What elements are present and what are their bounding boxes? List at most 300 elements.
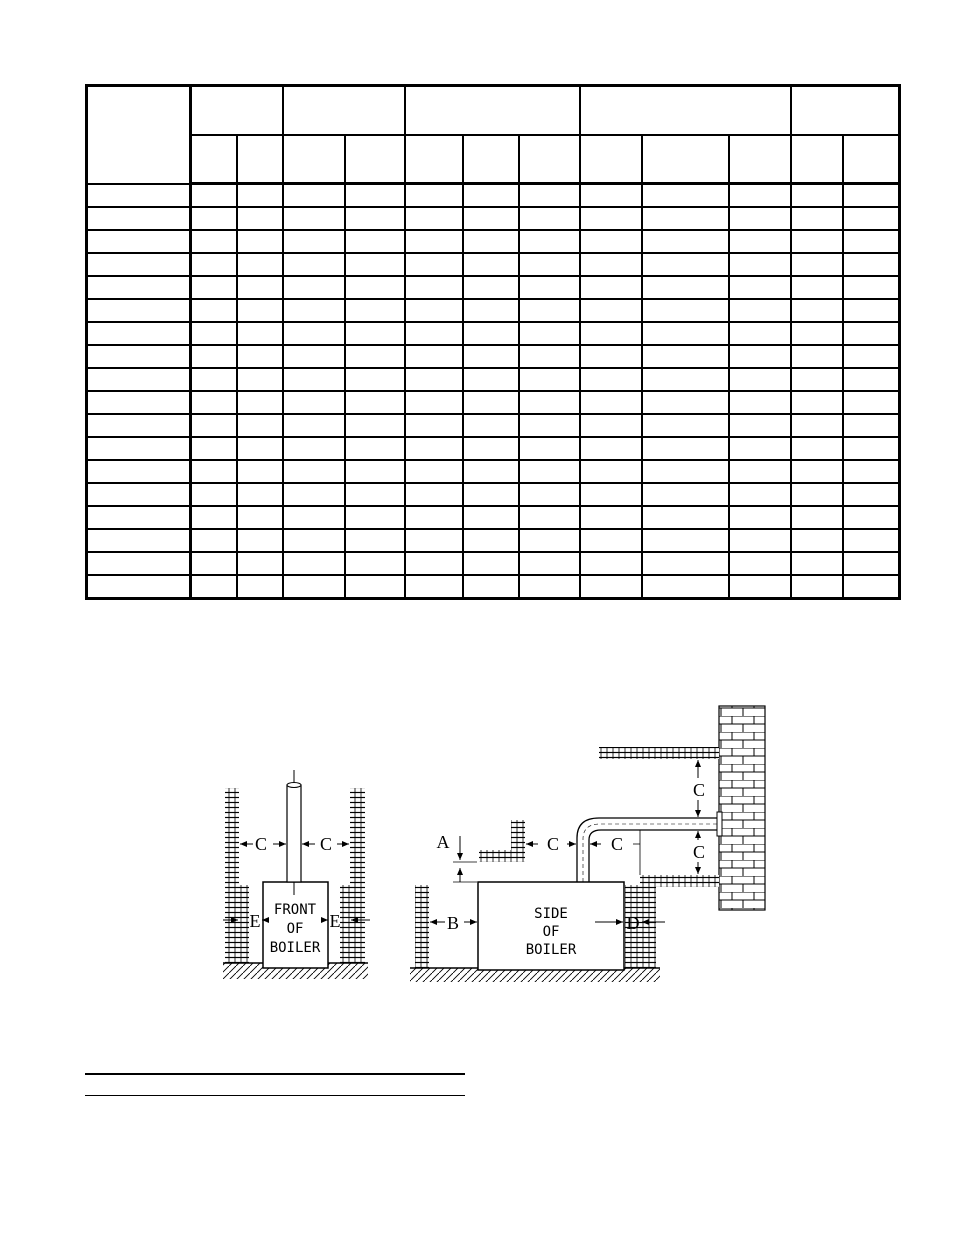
table-cell [519, 184, 580, 208]
brick-chimney-wall [719, 706, 765, 910]
table-cell [237, 184, 283, 208]
table-cell [345, 437, 405, 460]
table-cell [642, 322, 729, 345]
side-label-line-2: OF [542, 924, 560, 940]
table-cell [843, 322, 899, 345]
table-cell [791, 437, 843, 460]
table-cell [791, 230, 843, 253]
table-cell [791, 391, 843, 414]
table-cell [345, 276, 405, 299]
table-cell [642, 552, 729, 575]
table-group-header-row [87, 86, 900, 136]
table-cell [580, 391, 642, 414]
table-cell [843, 575, 899, 599]
table-model-cell [87, 529, 191, 552]
table-cell [642, 437, 729, 460]
table-subheader-cell [519, 135, 580, 184]
table-model-cell [87, 322, 191, 345]
table-cell [729, 368, 791, 391]
table-group-header-2 [283, 86, 405, 136]
table-cell [519, 276, 580, 299]
table-cell [237, 299, 283, 322]
table-model-cell [87, 253, 191, 276]
table-cell [405, 207, 463, 230]
table-cell [580, 552, 642, 575]
table-cell [191, 391, 237, 414]
table-cell [405, 253, 463, 276]
table-cell [580, 184, 642, 208]
table-cell [191, 506, 237, 529]
table-cell [283, 345, 345, 368]
table-cell [463, 414, 519, 437]
table-cell [345, 414, 405, 437]
table-cell [237, 345, 283, 368]
table-cell [580, 460, 642, 483]
upper-ceiling [599, 747, 719, 759]
table-cell [642, 506, 729, 529]
table-cell [463, 575, 519, 599]
table-row [87, 506, 900, 529]
table-cell [283, 529, 345, 552]
table-cell [405, 230, 463, 253]
table-model-cell [87, 483, 191, 506]
table-cell [843, 276, 899, 299]
table-row [87, 322, 900, 345]
table-subheader-cell [191, 135, 237, 184]
table-cell [191, 253, 237, 276]
table-cell [519, 575, 580, 599]
table-cell [283, 437, 345, 460]
table-cell [191, 575, 237, 599]
front-view [223, 770, 370, 979]
table-cell [729, 276, 791, 299]
table-model-cell [87, 552, 191, 575]
table-cell [729, 345, 791, 368]
table-cell [237, 253, 283, 276]
table-cell [237, 368, 283, 391]
table-model-cell [87, 230, 191, 253]
table-cell [191, 414, 237, 437]
table-cell [729, 506, 791, 529]
table-cell [642, 184, 729, 208]
table-cell [283, 184, 345, 208]
table-model-cell [87, 345, 191, 368]
table-cell [463, 299, 519, 322]
table-cell [729, 460, 791, 483]
table-cell [843, 506, 899, 529]
table-row [87, 207, 900, 230]
side-clearance-c-joist: C [546, 834, 560, 854]
table-cell [463, 437, 519, 460]
side-clearance-c-lower: C [692, 842, 706, 862]
table-cell [519, 207, 580, 230]
table-row [87, 575, 900, 599]
table-row [87, 460, 900, 483]
table-cell [405, 483, 463, 506]
table-cell [843, 184, 899, 208]
front-label-line-2: OF [286, 921, 304, 937]
table-cell [237, 460, 283, 483]
table-header-model-cell [87, 86, 191, 184]
table-row [87, 184, 900, 208]
table-cell [642, 460, 729, 483]
table-cell [642, 230, 729, 253]
table-cell [345, 575, 405, 599]
table-cell [843, 437, 899, 460]
table-cell [580, 414, 642, 437]
front-label-line-1: FRONT [273, 902, 317, 918]
table-cell [642, 207, 729, 230]
table-cell [843, 483, 899, 506]
side-view [410, 706, 765, 982]
table-cell [580, 345, 642, 368]
front-clearance-e-left: E [249, 911, 261, 931]
table-cell [345, 184, 405, 208]
table-cell [791, 414, 843, 437]
table-cell [843, 345, 899, 368]
table-cell [519, 529, 580, 552]
table-cell [580, 483, 642, 506]
table-cell [519, 506, 580, 529]
table-cell [791, 368, 843, 391]
front-clearance-e-right: E [329, 911, 341, 931]
table-cell [580, 207, 642, 230]
table-cell [519, 391, 580, 414]
table-cell [345, 368, 405, 391]
table-cell [345, 230, 405, 253]
table-cell [237, 506, 283, 529]
table-cell [283, 230, 345, 253]
table-cell [191, 529, 237, 552]
table-cell [191, 207, 237, 230]
table-cell [729, 184, 791, 208]
table-row [87, 483, 900, 506]
table-cell [843, 529, 899, 552]
table-subheader-cell [729, 135, 791, 184]
side-left-wall [415, 885, 429, 968]
table-cell [519, 345, 580, 368]
table-cell [191, 437, 237, 460]
side-clearance-b: B [446, 913, 460, 933]
table-cell [463, 230, 519, 253]
table-cell [843, 368, 899, 391]
table-cell [237, 552, 283, 575]
table-cell [405, 322, 463, 345]
table-cell [843, 460, 899, 483]
table-cell [405, 529, 463, 552]
table-cell [237, 575, 283, 599]
table-subheader-cell [843, 135, 899, 184]
table-cell [237, 483, 283, 506]
table-cell [580, 276, 642, 299]
table-cell [843, 391, 899, 414]
table-row [87, 230, 900, 253]
table-cell [580, 230, 642, 253]
table-cell [519, 299, 580, 322]
table-cell [345, 345, 405, 368]
table-row [87, 414, 900, 437]
table-cell [519, 414, 580, 437]
table-cell [519, 552, 580, 575]
table-cell [843, 299, 899, 322]
table-subheader-cell [237, 135, 283, 184]
table-cell [729, 322, 791, 345]
table-cell [405, 460, 463, 483]
table-cell [463, 529, 519, 552]
table-cell [463, 506, 519, 529]
table-cell [519, 437, 580, 460]
table-cell [642, 414, 729, 437]
table-model-cell [87, 506, 191, 529]
table-cell [405, 184, 463, 208]
specifications-table [85, 84, 901, 600]
table-cell [729, 230, 791, 253]
front-flue-pipe [287, 785, 301, 882]
table-cell [237, 230, 283, 253]
table-subheader-row [87, 135, 900, 184]
table-cell [729, 552, 791, 575]
table-model-cell [87, 437, 191, 460]
table-cell [791, 529, 843, 552]
table-cell [405, 276, 463, 299]
table-cell [791, 460, 843, 483]
table-cell [283, 552, 345, 575]
table-cell [642, 368, 729, 391]
table-cell [191, 322, 237, 345]
table-cell [345, 552, 405, 575]
table-model-cell [87, 207, 191, 230]
table-cell [729, 483, 791, 506]
table-cell [642, 345, 729, 368]
table-cell [237, 322, 283, 345]
table-subheader-cell [642, 135, 729, 184]
lower-ceiling [640, 875, 719, 887]
table-cell [191, 230, 237, 253]
table-cell [580, 529, 642, 552]
table-cell [729, 529, 791, 552]
side-right-wall [640, 885, 656, 968]
table-subheader-cell [345, 135, 405, 184]
table-cell [463, 368, 519, 391]
table-cell [642, 276, 729, 299]
table-cell [283, 253, 345, 276]
table-cell [642, 253, 729, 276]
table-cell [345, 483, 405, 506]
table-subheader-cell [283, 135, 345, 184]
table-cell [791, 345, 843, 368]
table-cell [843, 253, 899, 276]
table-cell [580, 506, 642, 529]
table-cell [405, 437, 463, 460]
table-cell [237, 529, 283, 552]
table-row [87, 552, 900, 575]
table-cell [729, 414, 791, 437]
table-cell [519, 230, 580, 253]
table-cell [405, 299, 463, 322]
table-cell [642, 529, 729, 552]
table-cell [405, 345, 463, 368]
table-group-header-4 [580, 86, 791, 136]
table-model-cell [87, 414, 191, 437]
table-cell [642, 575, 729, 599]
table-cell [283, 322, 345, 345]
table-cell [580, 322, 642, 345]
table-cell [463, 483, 519, 506]
table-model-cell [87, 184, 191, 208]
table-cell [345, 529, 405, 552]
table-cell [345, 322, 405, 345]
table-row [87, 253, 900, 276]
table-cell [191, 276, 237, 299]
table-cell [729, 391, 791, 414]
table-cell [237, 414, 283, 437]
table-row [87, 276, 900, 299]
table-row [87, 391, 900, 414]
table-cell [791, 483, 843, 506]
table-cell [191, 345, 237, 368]
table-cell [463, 460, 519, 483]
table-cell [345, 391, 405, 414]
footnote-rule-top [85, 1073, 465, 1075]
table-group-header-3 [405, 86, 580, 136]
table-cell [791, 276, 843, 299]
table-cell [843, 552, 899, 575]
table-cell [642, 299, 729, 322]
side-clearance-d: D [626, 913, 640, 933]
front-clearance-c-right: C [319, 834, 333, 854]
table-cell [642, 391, 729, 414]
table-cell [237, 437, 283, 460]
table-cell [791, 184, 843, 208]
table-cell [283, 460, 345, 483]
table-cell [191, 552, 237, 575]
table-cell [405, 391, 463, 414]
side-clearance-c-upper: C [692, 780, 706, 800]
table-cell [345, 506, 405, 529]
table-cell [191, 460, 237, 483]
table-cell [580, 368, 642, 391]
table-cell [345, 207, 405, 230]
table-row [87, 529, 900, 552]
table-cell [791, 299, 843, 322]
table-cell [237, 207, 283, 230]
table-cell [729, 575, 791, 599]
table-cell [283, 506, 345, 529]
table-row [87, 345, 900, 368]
table-cell [463, 207, 519, 230]
table-cell [283, 276, 345, 299]
table-cell [463, 345, 519, 368]
table-model-cell [87, 299, 191, 322]
table-cell [463, 322, 519, 345]
table-cell [405, 414, 463, 437]
table-cell [283, 299, 345, 322]
table-cell [580, 253, 642, 276]
front-right-wall [350, 788, 365, 963]
table-row [87, 299, 900, 322]
table-cell [345, 460, 405, 483]
table-subheader-cell [405, 135, 463, 184]
table-cell [405, 575, 463, 599]
table-cell [463, 276, 519, 299]
table-subheader-cell [791, 135, 843, 184]
side-clearance-a: A [436, 832, 450, 852]
table-cell [345, 253, 405, 276]
table-cell [405, 506, 463, 529]
table-cell [519, 322, 580, 345]
table-cell [791, 207, 843, 230]
table-cell [791, 552, 843, 575]
table-cell [843, 414, 899, 437]
table-row [87, 437, 900, 460]
table-model-cell [87, 276, 191, 299]
table-cell [729, 207, 791, 230]
table-cell [519, 253, 580, 276]
table-cell [405, 368, 463, 391]
table-cell [191, 184, 237, 208]
table-model-cell [87, 575, 191, 599]
table-cell [791, 322, 843, 345]
table-cell [791, 575, 843, 599]
table-model-cell [87, 391, 191, 414]
table-cell [283, 207, 345, 230]
table-cell [405, 552, 463, 575]
table-cell [191, 299, 237, 322]
table-cell [463, 552, 519, 575]
table-subheader-cell [463, 135, 519, 184]
table-cell [519, 483, 580, 506]
side-label-line-1: SIDE [534, 906, 568, 922]
table-cell [580, 299, 642, 322]
table-cell [283, 414, 345, 437]
table-group-header-1 [191, 86, 283, 136]
table-cell [191, 368, 237, 391]
table-cell [791, 253, 843, 276]
table-cell [642, 483, 729, 506]
side-clearance-c-pipe: C [610, 834, 624, 854]
table-cell [237, 391, 283, 414]
table-cell [463, 184, 519, 208]
table-cell [463, 391, 519, 414]
side-label-line-3: BOILER [525, 942, 577, 958]
table-cell [580, 575, 642, 599]
table-cell [843, 230, 899, 253]
table-cell [519, 368, 580, 391]
table-cell [345, 299, 405, 322]
table-cell [237, 276, 283, 299]
table-cell [191, 483, 237, 506]
table-cell [729, 299, 791, 322]
footnote-rule-bottom [85, 1095, 465, 1096]
table-cell [283, 391, 345, 414]
table-cell [843, 207, 899, 230]
table-cell [791, 506, 843, 529]
front-left-wall [225, 788, 239, 963]
table-cell [283, 368, 345, 391]
table-model-cell [87, 460, 191, 483]
front-label-line-3: BOILER [269, 940, 321, 956]
boiler-clearance-diagram [215, 700, 775, 990]
table-cell [463, 253, 519, 276]
table-row [87, 368, 900, 391]
table-cell [580, 437, 642, 460]
front-clearance-c-left: C [254, 834, 268, 854]
table-model-cell [87, 368, 191, 391]
table-cell [519, 460, 580, 483]
table-cell [729, 437, 791, 460]
table-cell [283, 483, 345, 506]
table-cell [729, 253, 791, 276]
